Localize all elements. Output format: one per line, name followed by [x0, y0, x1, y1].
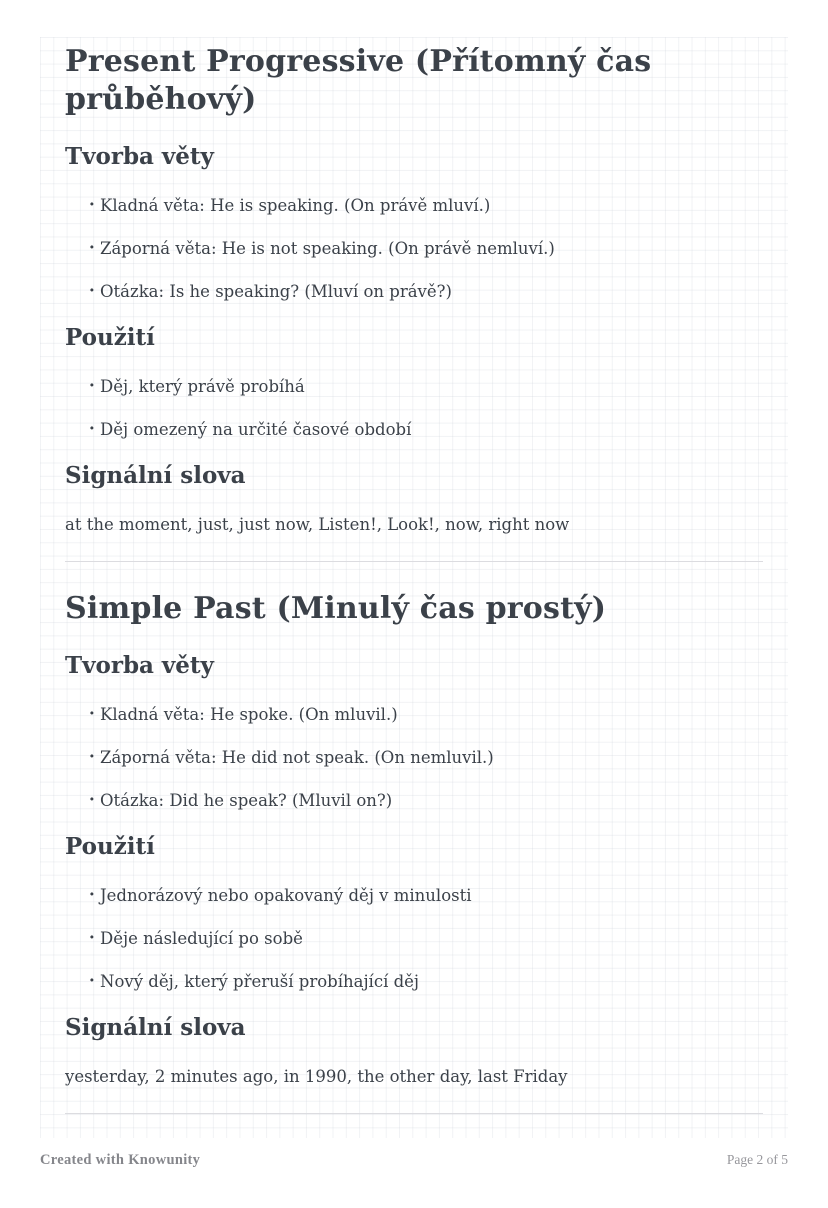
footer-page-number: Page 2 of 5 [726, 1152, 788, 1167]
notes-page-card [40, 37, 788, 1138]
subsection-heading-signalni-slova: Signální slova [65, 1014, 246, 1041]
bullet-marker: · [89, 790, 95, 809]
subsection-heading-tvorba-vety: Tvorba věty [65, 652, 214, 679]
section-divider [65, 1113, 763, 1114]
bullet-marker: · [89, 928, 95, 947]
list-item [65, 238, 763, 259]
list-item-text: Děj omezený na určité časové období [100, 420, 412, 439]
bullet-list [65, 704, 763, 811]
list-item-text: Kladná věta: He is speaking. (On právě mluví.) [100, 196, 491, 215]
bullet-marker: · [89, 885, 95, 904]
list-item [65, 195, 763, 216]
subsection-heading-pouziti: Použití [65, 324, 155, 351]
bullet-marker: · [89, 281, 95, 300]
bullet-marker: · [89, 704, 95, 723]
list-item [65, 704, 763, 725]
list-item [65, 928, 763, 949]
list-item-text: Otázka: Did he speak? (Mluvil on?) [100, 791, 393, 810]
list-item-text: Jednorázový nebo opakovaný děj v minulosti [100, 886, 472, 905]
list-item-text: Kladná věta: He spoke. (On mluvil.) [100, 705, 398, 724]
footer-branding: Created with Knowunity [40, 1152, 201, 1168]
bullet-list [65, 885, 763, 992]
list-item-text: Děje následující po sobě [100, 929, 303, 948]
bullet-marker: · [89, 238, 95, 257]
list-item-text: Děj, který právě probíhá [100, 377, 305, 396]
list-item-text: Nový děj, který přeruší probíhající děj [100, 972, 420, 991]
list-item [65, 885, 763, 906]
section-divider [65, 561, 763, 562]
list-item [65, 376, 763, 397]
page-footer [40, 1152, 788, 1169]
list-item-text: Záporná věta: He is not speaking. (On právě nemluví.) [100, 239, 555, 258]
signal-words-text: at the moment, just, just now, Listen!, Look!, now, right now [65, 515, 570, 534]
section-title: Simple Past (Minulý čas prostý) [65, 591, 607, 626]
list-item-text: Otázka: Is he speaking? (Mluví on právě?) [100, 282, 452, 301]
subsection-heading-pouziti: Použití [65, 833, 155, 860]
bullet-marker: · [89, 195, 95, 214]
list-item [65, 419, 763, 440]
list-item [65, 971, 763, 992]
subsection-heading-tvorba-vety: Tvorba věty [65, 143, 214, 170]
list-item [65, 747, 763, 768]
bullet-list [65, 195, 763, 302]
section-simple-past [65, 590, 763, 1087]
bullet-marker: · [89, 971, 95, 990]
signal-words-text: yesterday, 2 minutes ago, in 1990, the other day, last Friday [65, 1067, 568, 1086]
bullet-marker: · [89, 376, 95, 395]
bullet-marker: · [89, 747, 95, 766]
bullet-list [65, 376, 763, 440]
subsection-heading-signalni-slova: Signální slova [65, 462, 246, 489]
bullet-marker: · [89, 419, 95, 438]
list-item-text: Záporná věta: He did not speak. (On nemluvil.) [100, 748, 494, 767]
section-present-progressive [65, 39, 763, 535]
section-title: Present Progressive (Přítomný čas průběhový) [65, 44, 652, 117]
list-item [65, 281, 763, 302]
list-item [65, 790, 763, 811]
